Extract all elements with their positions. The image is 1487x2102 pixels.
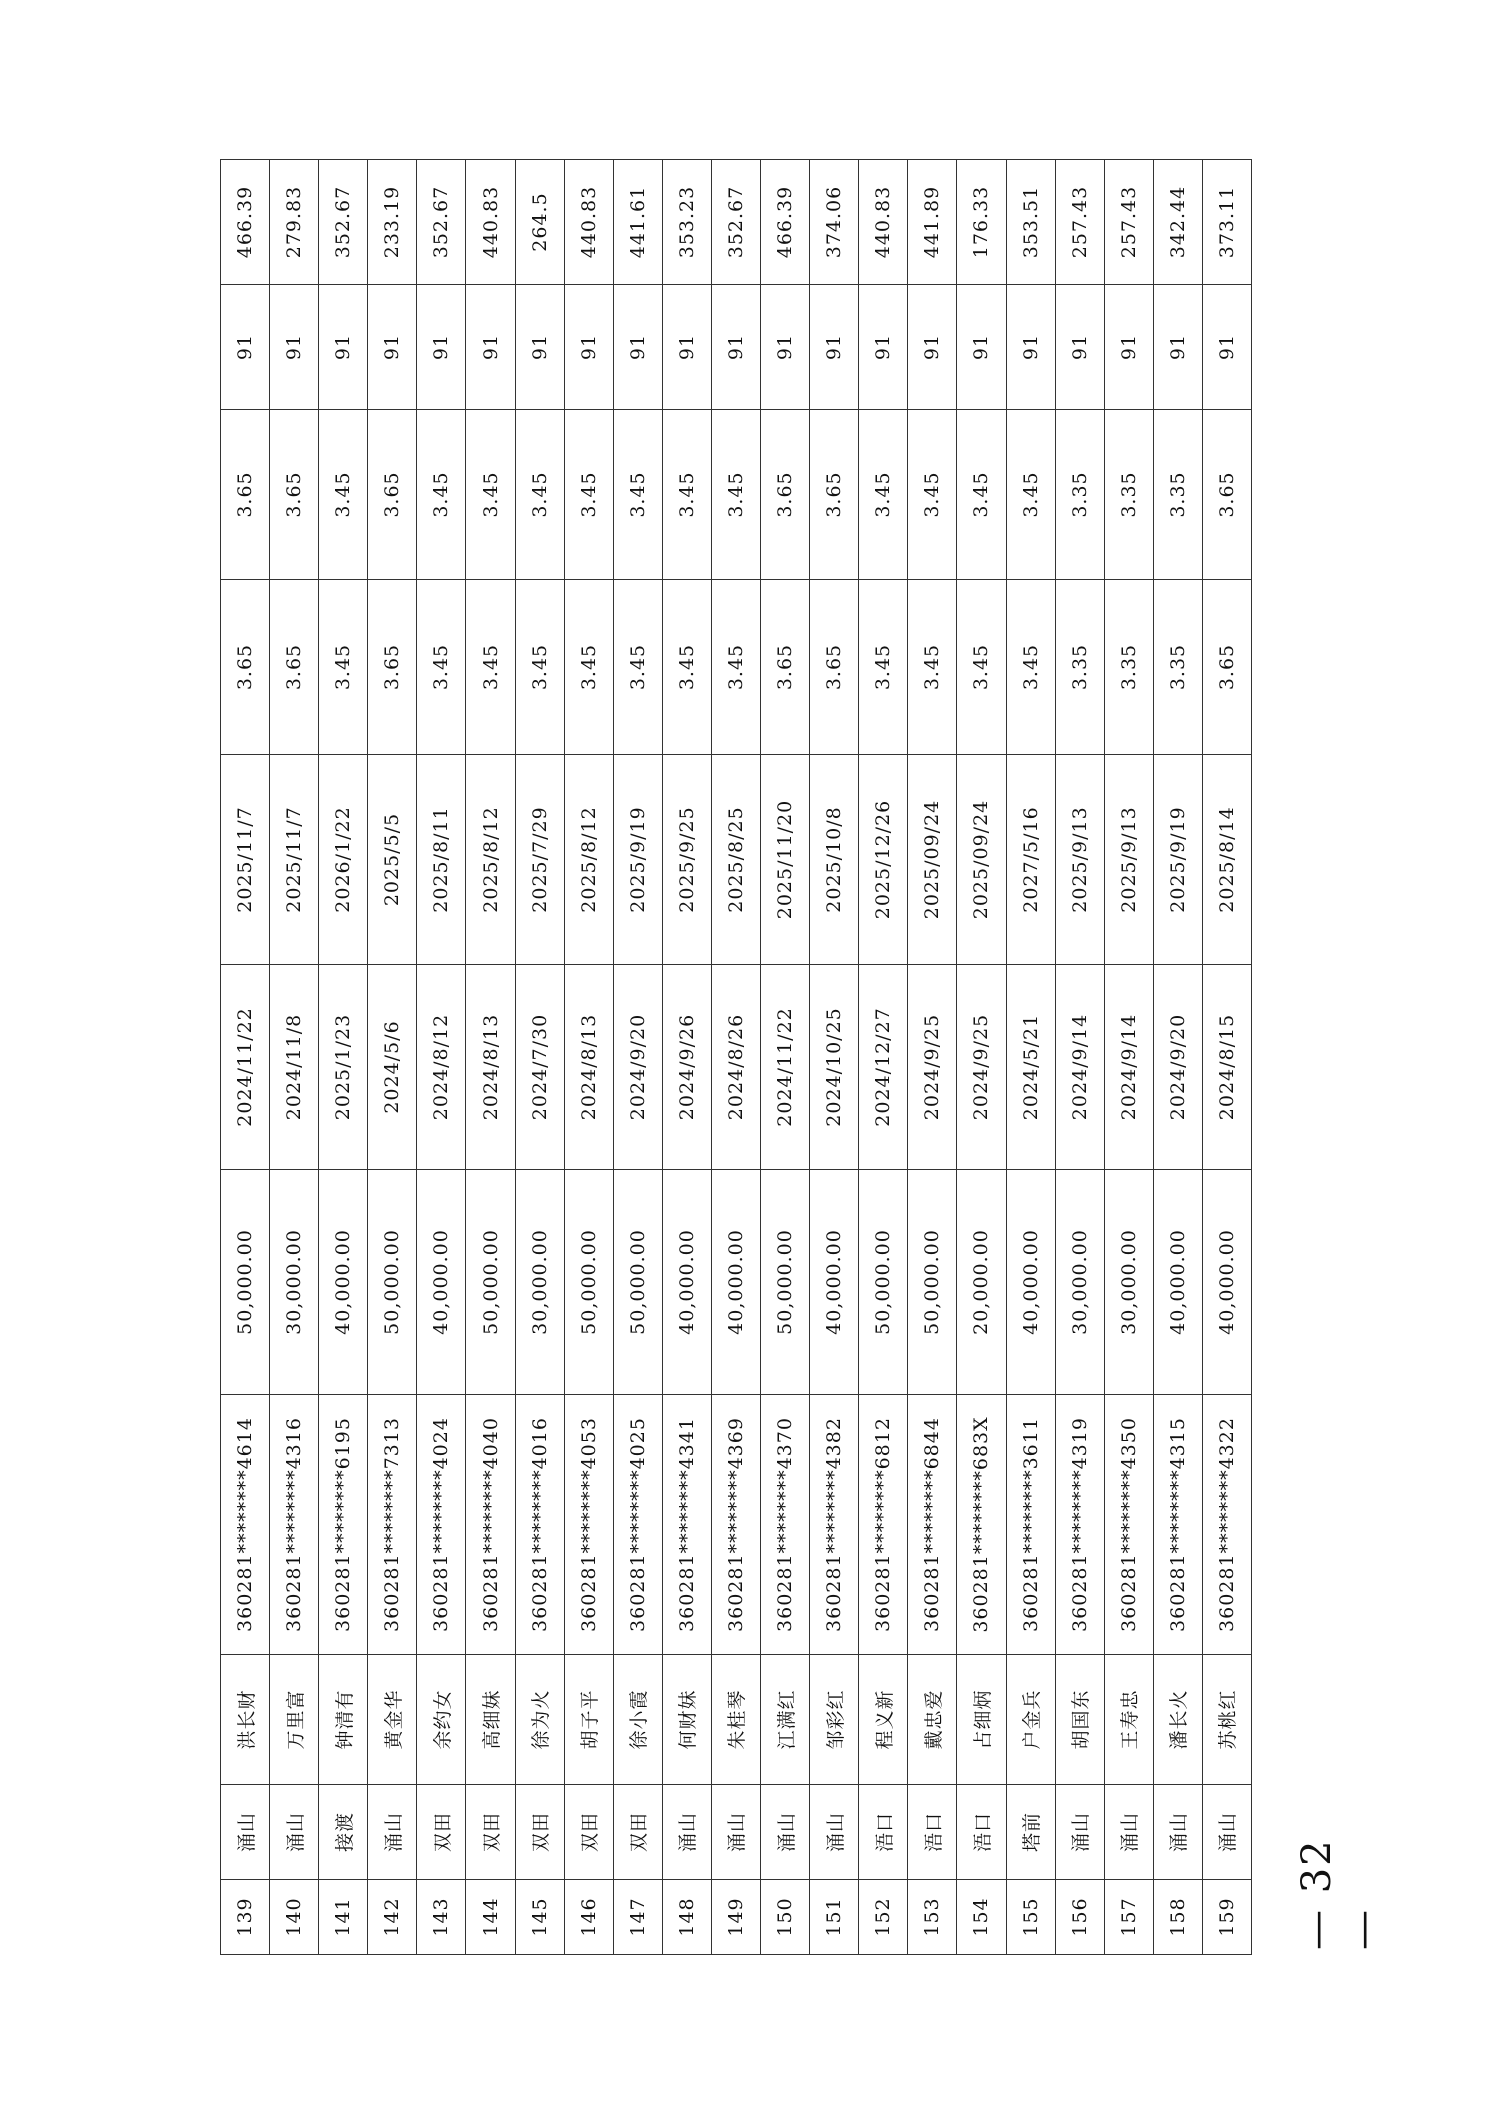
- cell-rate-a: 3.45: [859, 580, 908, 755]
- cell-end-date: 2025/5/5: [368, 755, 417, 965]
- cell-rate-a: 3.45: [613, 580, 662, 755]
- cell-rate-a: 3.45: [466, 580, 515, 755]
- cell-loan-amount: 50,000.00: [221, 1170, 270, 1395]
- cell-town: 涌山: [1055, 1785, 1104, 1880]
- cell-start-date: 2024/9/25: [908, 965, 957, 1170]
- cell-row-number: 144: [466, 1880, 515, 1955]
- cell-borrower-name: 邹彩红: [810, 1655, 859, 1785]
- cell-id-number: 360281********4382: [810, 1395, 859, 1655]
- cell-loan-amount: 40,000.00: [319, 1170, 368, 1395]
- cell-loan-amount: 40,000.00: [662, 1170, 711, 1395]
- cell-interest: 466.39: [221, 160, 270, 285]
- cell-start-date: 2024/11/22: [221, 965, 270, 1170]
- cell-rate-a: 3.45: [515, 580, 564, 755]
- cell-borrower-name: 户金兵: [1006, 1655, 1055, 1785]
- cell-days: 91: [810, 285, 859, 410]
- table-row: [1006, 160, 1055, 1955]
- cell-town: 涌山: [1153, 1785, 1202, 1880]
- table-row: [810, 160, 859, 1955]
- cell-town: 涌山: [761, 1785, 810, 1880]
- cell-rate-b: 3.65: [368, 410, 417, 580]
- cell-town: 塔前: [1006, 1785, 1055, 1880]
- cell-start-date: 2024/7/30: [515, 965, 564, 1170]
- cell-id-number: 360281********4040: [466, 1395, 515, 1655]
- table-row: [466, 160, 515, 1955]
- cell-start-date: 2024/9/20: [613, 965, 662, 1170]
- cell-end-date: 2025/09/24: [908, 755, 957, 965]
- cell-interest: 440.83: [466, 160, 515, 285]
- cell-start-date: 2024/5/6: [368, 965, 417, 1170]
- cell-rate-b: 3.45: [908, 410, 957, 580]
- table-row: [270, 160, 319, 1955]
- cell-row-number: 142: [368, 1880, 417, 1955]
- cell-start-date: 2024/9/14: [1055, 965, 1104, 1170]
- cell-row-number: 149: [711, 1880, 760, 1955]
- cell-rate-b: 3.65: [270, 410, 319, 580]
- cell-rate-b: 3.65: [1202, 410, 1251, 580]
- cell-loan-amount: 20,000.00: [957, 1170, 1006, 1395]
- cell-id-number: 360281********6195: [319, 1395, 368, 1655]
- cell-borrower-name: 高细妹: [466, 1655, 515, 1785]
- cell-town: 涌山: [1104, 1785, 1153, 1880]
- cell-days: 91: [711, 285, 760, 410]
- cell-rate-a: 3.65: [221, 580, 270, 755]
- page-number: — 32 —: [1294, 1838, 1386, 1950]
- cell-days: 91: [613, 285, 662, 410]
- cell-start-date: 2024/10/25: [810, 965, 859, 1170]
- loan-table-body: [221, 160, 1252, 1955]
- cell-row-number: 151: [810, 1880, 859, 1955]
- cell-id-number: 360281********4024: [417, 1395, 466, 1655]
- cell-town: 涌山: [810, 1785, 859, 1880]
- table-row: [368, 160, 417, 1955]
- cell-start-date: 2024/9/20: [1153, 965, 1202, 1170]
- cell-rate-b: 3.65: [761, 410, 810, 580]
- loan-table: [220, 159, 1252, 1955]
- loan-table-container: [220, 160, 1252, 1955]
- table-row: [417, 160, 466, 1955]
- cell-rate-a: 3.65: [1202, 580, 1251, 755]
- cell-rate-a: 3.35: [1104, 580, 1153, 755]
- cell-rate-a: 3.45: [319, 580, 368, 755]
- cell-days: 91: [1153, 285, 1202, 410]
- cell-days: 91: [368, 285, 417, 410]
- cell-loan-amount: 30,000.00: [270, 1170, 319, 1395]
- cell-days: 91: [1202, 285, 1251, 410]
- cell-loan-amount: 50,000.00: [466, 1170, 515, 1395]
- cell-borrower-name: 占细炳: [957, 1655, 1006, 1785]
- cell-start-date: 2024/11/22: [761, 965, 810, 1170]
- cell-rate-b: 3.45: [466, 410, 515, 580]
- page-number-container: [1294, 1830, 1386, 1950]
- cell-row-number: 146: [564, 1880, 613, 1955]
- cell-town: 浯口: [859, 1785, 908, 1880]
- cell-borrower-name: 洪长财: [221, 1655, 270, 1785]
- cell-rate-a: 3.35: [1055, 580, 1104, 755]
- table-row: [1153, 160, 1202, 1955]
- cell-loan-amount: 40,000.00: [1006, 1170, 1055, 1395]
- cell-interest: 257.43: [1055, 160, 1104, 285]
- cell-days: 91: [662, 285, 711, 410]
- cell-borrower-name: 王寿忠: [1104, 1655, 1153, 1785]
- cell-id-number: 360281********6812: [859, 1395, 908, 1655]
- cell-start-date: 2024/12/27: [859, 965, 908, 1170]
- cell-loan-amount: 50,000.00: [613, 1170, 662, 1395]
- cell-start-date: 2024/8/13: [564, 965, 613, 1170]
- cell-row-number: 155: [1006, 1880, 1055, 1955]
- cell-borrower-name: 朱桂琴: [711, 1655, 760, 1785]
- cell-row-number: 139: [221, 1880, 270, 1955]
- cell-end-date: 2026/1/22: [319, 755, 368, 965]
- cell-start-date: 2024/9/14: [1104, 965, 1153, 1170]
- cell-loan-amount: 30,000.00: [1055, 1170, 1104, 1395]
- cell-id-number: 360281********7313: [368, 1395, 417, 1655]
- cell-town: 双田: [613, 1785, 662, 1880]
- cell-days: 91: [515, 285, 564, 410]
- cell-end-date: 2025/11/7: [221, 755, 270, 965]
- cell-interest: 233.19: [368, 160, 417, 285]
- cell-days: 91: [466, 285, 515, 410]
- cell-start-date: 2024/9/25: [957, 965, 1006, 1170]
- cell-interest: 466.39: [761, 160, 810, 285]
- cell-town: 涌山: [221, 1785, 270, 1880]
- cell-end-date: 2025/9/25: [662, 755, 711, 965]
- table-row: [1104, 160, 1153, 1955]
- cell-interest: 257.43: [1104, 160, 1153, 285]
- cell-loan-amount: 50,000.00: [761, 1170, 810, 1395]
- cell-id-number: 360281********4341: [662, 1395, 711, 1655]
- cell-loan-amount: 50,000.00: [368, 1170, 417, 1395]
- cell-rate-a: 3.45: [662, 580, 711, 755]
- cell-interest: 440.83: [859, 160, 908, 285]
- cell-loan-amount: 50,000.00: [859, 1170, 908, 1395]
- cell-end-date: 2025/8/14: [1202, 755, 1251, 965]
- table-row: [908, 160, 957, 1955]
- cell-rate-a: 3.45: [957, 580, 1006, 755]
- cell-end-date: 2025/8/12: [466, 755, 515, 965]
- cell-borrower-name: 胡子平: [564, 1655, 613, 1785]
- cell-id-number: 360281********4614: [221, 1395, 270, 1655]
- cell-interest: 374.06: [810, 160, 859, 285]
- table-row: [859, 160, 908, 1955]
- cell-borrower-name: 江满红: [761, 1655, 810, 1785]
- cell-row-number: 141: [319, 1880, 368, 1955]
- cell-start-date: 2024/8/12: [417, 965, 466, 1170]
- table-row: [662, 160, 711, 1955]
- cell-end-date: 2025/09/24: [957, 755, 1006, 965]
- cell-row-number: 148: [662, 1880, 711, 1955]
- cell-days: 91: [564, 285, 613, 410]
- cell-rate-b: 3.45: [417, 410, 466, 580]
- cell-start-date: 2024/5/21: [1006, 965, 1055, 1170]
- cell-id-number: 360281********4316: [270, 1395, 319, 1655]
- cell-interest: 176.33: [957, 160, 1006, 285]
- cell-row-number: 152: [859, 1880, 908, 1955]
- cell-end-date: 2025/10/8: [810, 755, 859, 965]
- cell-days: 91: [221, 285, 270, 410]
- cell-end-date: 2027/5/16: [1006, 755, 1055, 965]
- cell-rate-a: 3.45: [908, 580, 957, 755]
- cell-start-date: 2024/11/8: [270, 965, 319, 1170]
- cell-start-date: 2025/1/23: [319, 965, 368, 1170]
- cell-id-number: 360281********4053: [564, 1395, 613, 1655]
- cell-days: 91: [1006, 285, 1055, 410]
- cell-loan-amount: 50,000.00: [564, 1170, 613, 1395]
- cell-town: 双田: [417, 1785, 466, 1880]
- cell-id-number: 360281********4370: [761, 1395, 810, 1655]
- cell-days: 91: [1104, 285, 1153, 410]
- cell-days: 91: [319, 285, 368, 410]
- cell-days: 91: [270, 285, 319, 410]
- cell-borrower-name: 余约女: [417, 1655, 466, 1785]
- cell-interest: 264.5: [515, 160, 564, 285]
- cell-loan-amount: 40,000.00: [1153, 1170, 1202, 1395]
- cell-rate-b: 3.45: [957, 410, 1006, 580]
- cell-rate-b: 3.35: [1153, 410, 1202, 580]
- table-row: [957, 160, 1006, 1955]
- cell-interest: 342.44: [1153, 160, 1202, 285]
- cell-town: 浯口: [908, 1785, 957, 1880]
- table-row: [613, 160, 662, 1955]
- cell-loan-amount: 40,000.00: [711, 1170, 760, 1395]
- cell-id-number: 360281********4350: [1104, 1395, 1153, 1655]
- cell-end-date: 2025/8/12: [564, 755, 613, 965]
- cell-rate-a: 3.65: [761, 580, 810, 755]
- cell-borrower-name: 万里富: [270, 1655, 319, 1785]
- cell-town: 接渡: [319, 1785, 368, 1880]
- cell-borrower-name: 钟清有: [319, 1655, 368, 1785]
- cell-row-number: 147: [613, 1880, 662, 1955]
- cell-row-number: 143: [417, 1880, 466, 1955]
- cell-rate-b: 3.45: [515, 410, 564, 580]
- cell-days: 91: [1055, 285, 1104, 410]
- table-row: [1202, 160, 1251, 1955]
- cell-town: 涌山: [1202, 1785, 1251, 1880]
- cell-interest: 373.11: [1202, 160, 1251, 285]
- cell-end-date: 2025/7/29: [515, 755, 564, 965]
- cell-borrower-name: 徐小霞: [613, 1655, 662, 1785]
- cell-row-number: 158: [1153, 1880, 1202, 1955]
- cell-start-date: 2024/8/13: [466, 965, 515, 1170]
- cell-loan-amount: 40,000.00: [1202, 1170, 1251, 1395]
- cell-id-number: 360281********4322: [1202, 1395, 1251, 1655]
- cell-days: 91: [417, 285, 466, 410]
- cell-loan-amount: 30,000.00: [515, 1170, 564, 1395]
- cell-rate-a: 3.45: [711, 580, 760, 755]
- cell-rate-b: 3.65: [221, 410, 270, 580]
- cell-row-number: 159: [1202, 1880, 1251, 1955]
- cell-interest: 440.83: [564, 160, 613, 285]
- cell-start-date: 2024/8/15: [1202, 965, 1251, 1170]
- cell-end-date: 2025/9/19: [613, 755, 662, 965]
- cell-borrower-name: 何财妹: [662, 1655, 711, 1785]
- cell-interest: 352.67: [319, 160, 368, 285]
- cell-rate-a: 3.45: [1006, 580, 1055, 755]
- cell-id-number: 360281********4319: [1055, 1395, 1104, 1655]
- cell-rate-b: 3.65: [810, 410, 859, 580]
- table-row: [761, 160, 810, 1955]
- cell-days: 91: [859, 285, 908, 410]
- cell-town: 涌山: [368, 1785, 417, 1880]
- cell-rate-a: 3.45: [417, 580, 466, 755]
- cell-end-date: 2025/8/11: [417, 755, 466, 965]
- cell-town: 涌山: [270, 1785, 319, 1880]
- cell-interest: 353.51: [1006, 160, 1055, 285]
- cell-town: 双田: [564, 1785, 613, 1880]
- cell-id-number: 360281********4025: [613, 1395, 662, 1655]
- cell-rate-a: 3.65: [270, 580, 319, 755]
- table-row: [711, 160, 760, 1955]
- cell-borrower-name: 胡国东: [1055, 1655, 1104, 1785]
- table-row: [1055, 160, 1104, 1955]
- cell-rate-b: 3.45: [662, 410, 711, 580]
- cell-borrower-name: 苏桃红: [1202, 1655, 1251, 1785]
- cell-days: 91: [761, 285, 810, 410]
- cell-interest: 353.23: [662, 160, 711, 285]
- cell-end-date: 2025/8/25: [711, 755, 760, 965]
- cell-start-date: 2024/9/26: [662, 965, 711, 1170]
- cell-rate-b: 3.45: [711, 410, 760, 580]
- cell-row-number: 145: [515, 1880, 564, 1955]
- cell-end-date: 2025/9/19: [1153, 755, 1202, 965]
- cell-row-number: 154: [957, 1880, 1006, 1955]
- cell-rate-a: 3.65: [810, 580, 859, 755]
- cell-town: 浯口: [957, 1785, 1006, 1880]
- cell-rate-b: 3.45: [564, 410, 613, 580]
- cell-id-number: 360281********6844: [908, 1395, 957, 1655]
- cell-end-date: 2025/11/7: [270, 755, 319, 965]
- cell-id-number: 360281********683X: [957, 1395, 1006, 1655]
- cell-loan-amount: 30,000.00: [1104, 1170, 1153, 1395]
- cell-rate-b: 3.45: [613, 410, 662, 580]
- table-row: [221, 160, 270, 1955]
- cell-town: 双田: [466, 1785, 515, 1880]
- cell-interest: 352.67: [417, 160, 466, 285]
- cell-rate-b: 3.45: [319, 410, 368, 580]
- cell-id-number: 360281********3611: [1006, 1395, 1055, 1655]
- cell-end-date: 2025/12/26: [859, 755, 908, 965]
- cell-borrower-name: 徐为火: [515, 1655, 564, 1785]
- cell-row-number: 140: [270, 1880, 319, 1955]
- cell-borrower-name: 程义新: [859, 1655, 908, 1785]
- cell-rate-b: 3.35: [1055, 410, 1104, 580]
- cell-loan-amount: 50,000.00: [908, 1170, 957, 1395]
- cell-end-date: 2025/9/13: [1104, 755, 1153, 965]
- cell-loan-amount: 40,000.00: [417, 1170, 466, 1395]
- cell-start-date: 2024/8/26: [711, 965, 760, 1170]
- cell-row-number: 150: [761, 1880, 810, 1955]
- cell-interest: 441.89: [908, 160, 957, 285]
- cell-interest: 279.83: [270, 160, 319, 285]
- cell-end-date: 2025/11/20: [761, 755, 810, 965]
- cell-rate-a: 3.65: [368, 580, 417, 755]
- cell-row-number: 157: [1104, 1880, 1153, 1955]
- cell-town: 涌山: [662, 1785, 711, 1880]
- cell-interest: 441.61: [613, 160, 662, 285]
- cell-rate-a: 3.45: [564, 580, 613, 755]
- cell-row-number: 153: [908, 1880, 957, 1955]
- cell-rate-a: 3.35: [1153, 580, 1202, 755]
- cell-rate-b: 3.35: [1104, 410, 1153, 580]
- cell-borrower-name: 潘长火: [1153, 1655, 1202, 1785]
- cell-loan-amount: 40,000.00: [810, 1170, 859, 1395]
- cell-interest: 352.67: [711, 160, 760, 285]
- table-row: [319, 160, 368, 1955]
- table-row: [515, 160, 564, 1955]
- cell-town: 双田: [515, 1785, 564, 1880]
- cell-row-number: 156: [1055, 1880, 1104, 1955]
- cell-id-number: 360281********4369: [711, 1395, 760, 1655]
- loan-table-rotated: [220, 160, 1252, 1955]
- cell-end-date: 2025/9/13: [1055, 755, 1104, 965]
- cell-rate-b: 3.45: [1006, 410, 1055, 580]
- cell-days: 91: [957, 285, 1006, 410]
- table-row: [564, 160, 613, 1955]
- cell-id-number: 360281********4016: [515, 1395, 564, 1655]
- cell-id-number: 360281********4315: [1153, 1395, 1202, 1655]
- cell-days: 91: [908, 285, 957, 410]
- cell-town: 涌山: [711, 1785, 760, 1880]
- cell-borrower-name: 戴忠爱: [908, 1655, 957, 1785]
- cell-borrower-name: 黄金华: [368, 1655, 417, 1785]
- cell-rate-b: 3.45: [859, 410, 908, 580]
